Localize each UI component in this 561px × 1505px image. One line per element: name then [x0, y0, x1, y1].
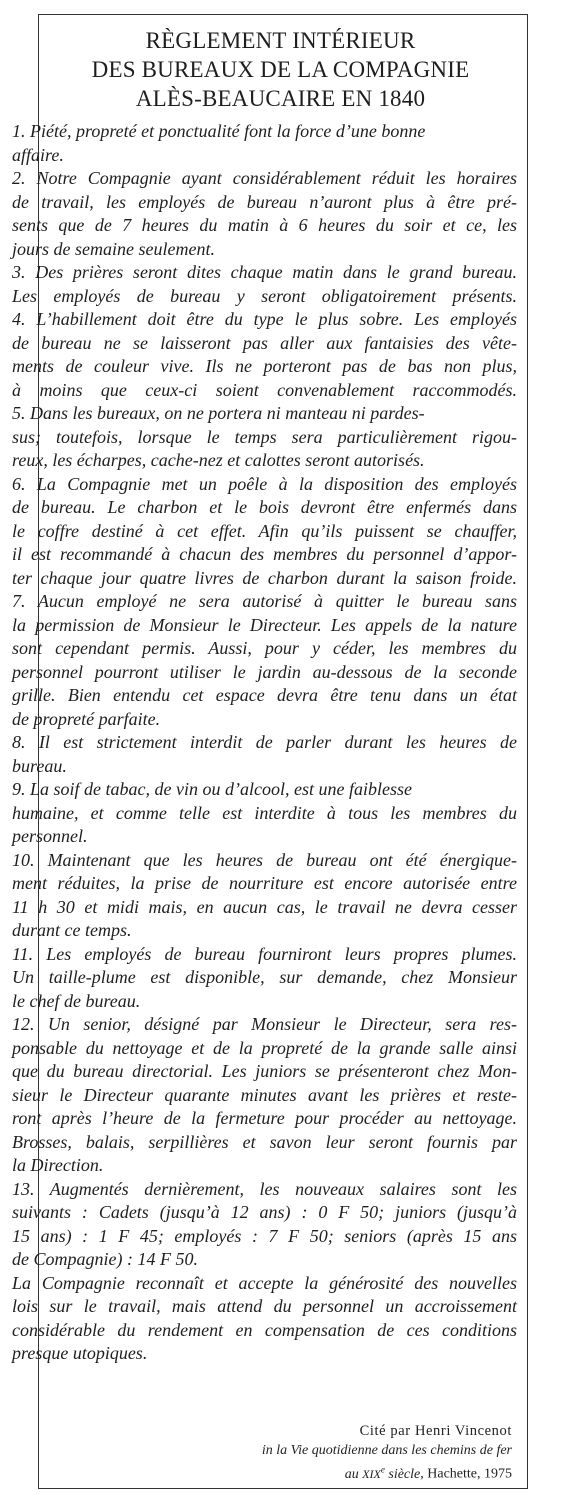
text-line: 1. Piété, propreté et ponctualité font la force d’une bonne: [12, 121, 426, 141]
text-line: personnel.: [12, 826, 88, 846]
title-line-1: RÈGLEMENT INTÉRIEUR: [145, 28, 416, 53]
text-line: ter chaque jour quatre livres de charbon durant la saison froide.: [12, 567, 517, 588]
text-line: 3. Des prières seront dites chaque matin dans le grand bureau.: [12, 262, 517, 282]
source-citation: [262, 1422, 512, 1484]
text-line: 12. Un senior, désigné par Monsieur le Directeur, sera res-: [12, 1014, 517, 1034]
text-line: 15 ans) : 1 F 45; employés : 7 F 50; seniors (après 15 ans: [12, 1225, 517, 1246]
title-line-2: DES BUREAUX DE LA COMPAGNIE: [91, 57, 470, 82]
text-line: sont cependant permis. Aussi, pour y céder, les membres du: [12, 638, 517, 658]
text-line: à moins que ceux-ci soient convenablement raccommodés.: [12, 379, 517, 400]
text-line: humaine, et comme telle est interdite à tous les membres du: [12, 802, 517, 823]
text-line: de bureau ne se laisseront pas aller aux fantaisies des vête-: [12, 332, 517, 353]
regulation-text: [12, 120, 517, 1366]
text-line: durant ce temps.: [12, 920, 132, 940]
text-line: 11. Les employés de bureau fourniront leurs propres plumes.: [12, 943, 517, 964]
text-line: jours de semaine seulement.: [12, 238, 215, 259]
text-line: suivants : Cadets (jusqu’à 12 ans) : 0 F 50; juniors (jusqu’à: [12, 1202, 517, 1222]
text-line: La Compagnie reconnaît et accepte la générosité des nouvelles: [12, 1272, 517, 1293]
text-line: grille. Bien entendu cet espace devra être tenu dans un état: [12, 685, 517, 705]
text-line: considérable du rendement en compensation de ces conditions: [12, 1319, 517, 1340]
text-line: la permission de Monsieur le Directeur. Les appels de la nature: [12, 614, 517, 635]
text-line: reux, les écharpes, cache-nez et calottes seront autorisés.: [12, 450, 425, 470]
text-line: 13. Augmentés dernièrement, les nouveaux salaires sont les: [12, 1178, 517, 1199]
text-line: 10. Maintenant que les heures de bureau ont été énergique-: [12, 849, 517, 870]
text-line: sents que de 7 heures du matin à 6 heures du soir et ce, les: [12, 215, 517, 235]
text-line: lois sur le travail, mais attend du personnel un accroissement: [12, 1296, 517, 1316]
text-line: le coffre destiné à cet effet. Afin qu’ils puissent se chauffer,: [12, 520, 517, 541]
text-line: 2. Notre Compagnie ayant considérablement réduit les horaires: [12, 168, 517, 188]
text-line: 11 h 30 et midi mais, en aucun cas, le travail ne devra cesser: [12, 896, 517, 917]
text-line: Brosses, balais, serpillières et savon leur seront fournis par: [12, 1131, 517, 1152]
text-line: 4. L’habillement doit être du type le plus sobre. Les employés: [12, 309, 517, 329]
text-line: la Direction.: [12, 1155, 104, 1175]
text-line: de bureau. Le charbon et le bois devront être enfermés dans: [12, 497, 517, 517]
text-line: bureau.: [12, 755, 67, 776]
citation-book: in la Vie quotidienne dans les chemins de fer: [261, 1443, 512, 1458]
text-line: que du bureau directorial. Les juniors se présenteront chez Mon-: [12, 1061, 517, 1081]
text-line: 9. La soif de tabac, de vin ou d’alcool, est une faiblesse: [12, 779, 412, 799]
text-line: sieur le Directeur quarante minutes avant les prières et reste-: [12, 1084, 517, 1105]
title-line-3: ALÈS-BEAUCAIRE EN 1840: [135, 86, 426, 111]
text-line: de travail, les employés de bureau n’auront plus à être pré-: [12, 191, 517, 212]
text-line: de propreté parfaite.: [12, 708, 161, 729]
text-line: il est recommandé à chacun des membres du personnel d’appor-: [12, 544, 517, 564]
text-line: Un taille-plume est disponible, sur demande, chez Monsieur: [12, 967, 517, 987]
text-line: ments de couleur vive. Ils ne porteront pas de bas non plus,: [12, 356, 517, 376]
text-line: 8. Il est strictement interdit de parler durant les heures de: [12, 732, 517, 752]
text-line: ment réduites, la prise de nourriture est encore autorisée entre: [12, 873, 517, 893]
citation-author: Cité par Henri Vincenot: [359, 1423, 512, 1439]
text-line: Les employés de bureau y seront obligatoirement présents.: [12, 285, 517, 306]
text-line: sus; toutefois, lorsque le temps sera particulièrement rigou-: [12, 426, 517, 447]
text-line: le chef de bureau.: [12, 990, 141, 1011]
text-line: presque utopiques.: [12, 1343, 148, 1363]
text-line: 6. La Compagnie met un poêle à la disposition des employés: [12, 473, 517, 494]
text-line: 5. Dans les bureaux, on ne portera ni manteau ni pardes-: [12, 403, 425, 423]
document-title: [0, 26, 561, 113]
text-line: de Compagnie) : 14 F 50.: [12, 1249, 198, 1269]
text-line: ront après l’heure de la fermeture pour procéder au nettoyage.: [12, 1108, 517, 1128]
text-line: affaire.: [12, 144, 64, 165]
text-line: 7. Aucun employé ne sera autorisé à quitter le bureau sans: [12, 591, 517, 611]
citation-publisher: au XIXe siècle, Hachette, 1975: [344, 1464, 512, 1482]
text-line: ponsable du nettoyage et de la propreté de la grande salle ainsi: [12, 1037, 517, 1058]
text-line: personnel pourront utiliser le jardin au-dessous de la seconde: [12, 661, 517, 682]
